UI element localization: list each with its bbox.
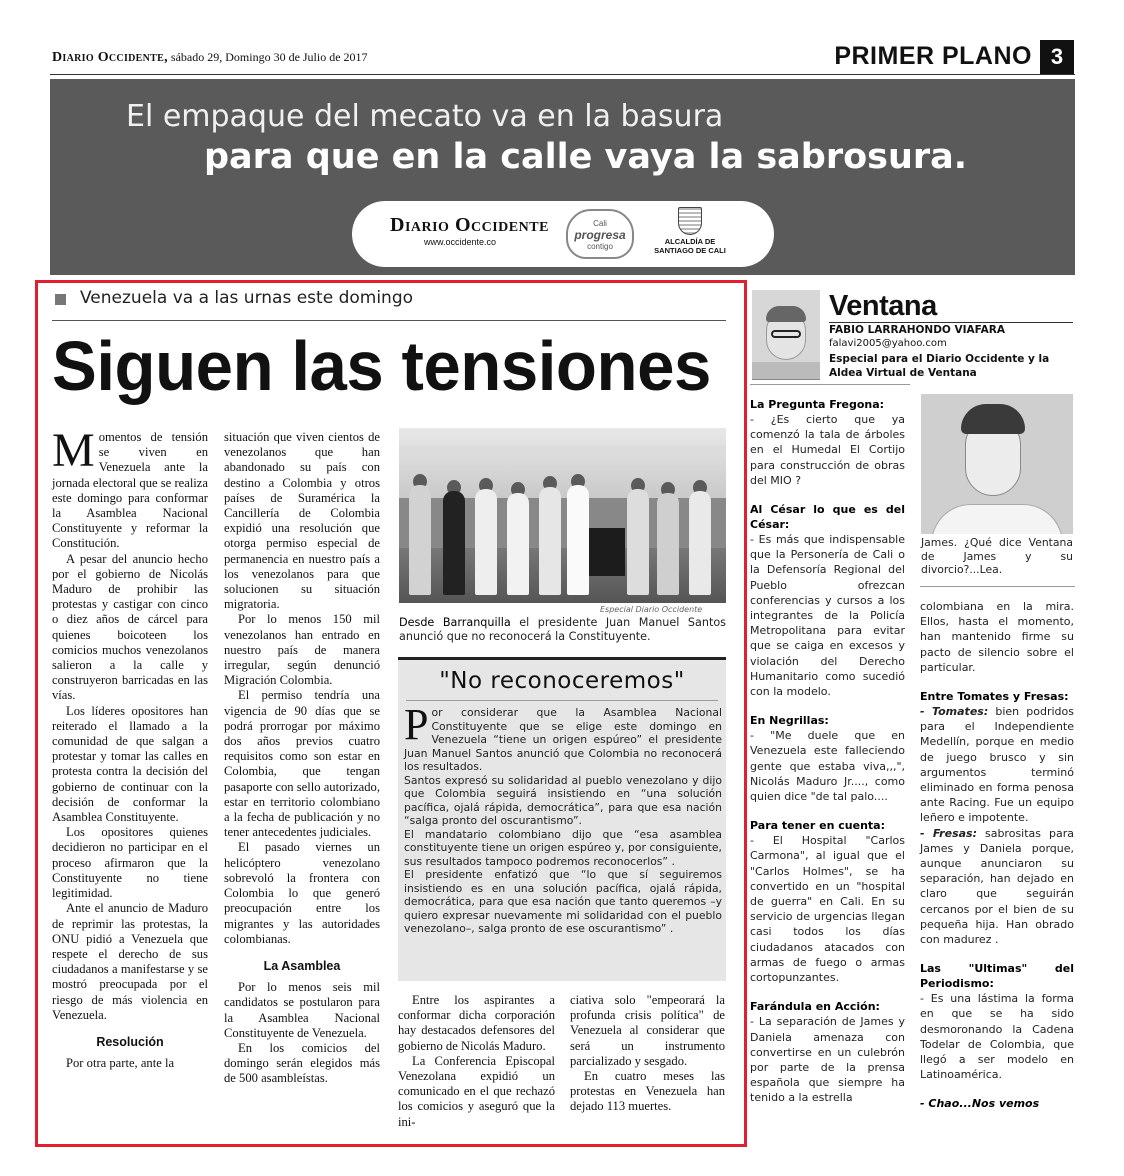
cali-progresa-logo [566, 209, 634, 259]
drop-cap: M [52, 424, 95, 477]
item-heading: Farándula en Acción: [750, 1000, 880, 1014]
paragraph: El pasado viernes un helicóptero venezolano sobrevoló la frontera con Colombia lo que generó preocupación entre los migrantes y las autoridades colombianas. [224, 840, 380, 946]
article-kicker: Venezuela va a las urnas este domingo [80, 288, 414, 308]
paragraph: En cuatro meses las protestas en Venezuela han dejado 113 muertes. [570, 1069, 725, 1114]
paragraph: Santos expresó su solidaridad al pueblo venezolano y dijo que Colombia seguirá insistiendo en “una solución pacífica, ojalá rápida, democrática”, para que esa nación “salga pronto del oscurantismo”. [404, 773, 722, 827]
ventana-column-1 [750, 397, 905, 1106]
paragraph: Por otra parte, ante la [66, 1056, 175, 1071]
paragraph: A pesar del anuncio hecho por el gobierno de Nicolás Maduro de prohibir las protestas y castigar con cinco o diez años de cárcel para quienes boicoteen los comicios muchos venezolanos salieron a la calle y construyeron barricadas en las vías. [52, 551, 208, 703]
paragraph: En los comicios del domingo serán elegidos más de 500 asambleístas. [224, 1040, 380, 1086]
news-photo [399, 428, 726, 603]
item-text: - ¿Es cierto que ya comenzó la tala de árboles en el Humedal El Cortijo para construcción de obras del MIO ? [750, 413, 905, 487]
newspaper-brand: Diario Occidente, [52, 50, 168, 65]
page-number: 3 [1040, 40, 1074, 74]
paragraph: Ante el anuncio de Maduro de reprimir las protestas, la ONU pidió a Venezuela que respete el derecho de sus ciudadanos a manifestarse y se mostró preocupada por el riesgo de más violencia en Venezuela. [52, 901, 208, 1022]
columnist-photo [752, 290, 820, 380]
diario-occidente-logo: Diario Occidente [390, 214, 549, 236]
item-text [920, 826, 1074, 948]
article-column-2 [224, 430, 380, 1087]
caption-text: el presidente Juan Manuel Santos anunció que no reconocerá la Constituyente. [399, 616, 727, 643]
sidebar-box [398, 657, 726, 981]
paragraph: Por lo menos 150 mil venezolanos han entrado en nuestro país de manera irregular, según denunció Migración Colombia. [224, 612, 380, 688]
column-author: FABIO LARRAHONDO VIAFARA [829, 324, 1005, 336]
masthead [52, 50, 368, 66]
cali-progresa-b: progresa [574, 228, 626, 242]
item-body: sabrositas para James y Daniela porque, aunque anunciaron su separación, han dejado en claro que seguirán cercanos por el bien de su pequeña hija. Han obrado con madurez . [920, 826, 1074, 947]
item-heading: Entre Tomates y Fresas: [920, 690, 1069, 704]
column-title-rule [829, 322, 1073, 323]
sidebar-title: "No reconoceremos" [439, 668, 685, 694]
paragraph: or considerar que la Asamblea Nacional Constituyente que se elige este domingo en Venezuela “tiene un origen espúreo” el presidente Juan Manuel Santos anunció que Colombia no reconocerá los resultados. [404, 706, 722, 773]
article-column-4 [570, 993, 725, 1115]
column-email: falavi2005@yahoo.com [829, 338, 947, 349]
photo-caption [399, 616, 726, 644]
cali-progresa-c: contigo [587, 242, 613, 251]
paragraph: situación que viven cientos de venezolanos que han abandonado su país con destino a Colombia y otros países de Suramérica la Cancillería de Colombia expidió una resolución que otorga permiso especial de permanencia en nuestro país a los venezolanos para que solucionen su situación migratoria. [224, 430, 380, 612]
section-title: PRIMER PLANO [834, 42, 1032, 70]
paragraph: La Conferencia Episcopal Venezolana expidió un comunicado en el que rechazó los comicios y aseguró que la ini- [398, 1053, 555, 1129]
subhead-asamblea: La Asamblea [263, 958, 341, 973]
ad-line-1: El empaque del mecato va en la basura [126, 99, 724, 134]
paragraph: Los opositores quienes decidieron no participar en el proceso afirmaron que la Constituyente no tiene legitimidad. [52, 825, 208, 901]
diario-occidente-url: www.occidente.co [424, 237, 497, 247]
paragraph: Entre los aspirantes a conformar dicha corporación hay destacados defensores del gobierno de Nicolás Maduro. [398, 993, 555, 1053]
ad-line-2: para que en la calle vaya la sabrosura. [204, 137, 968, 177]
item-heading: Para tener en cuenta: [750, 819, 885, 833]
square-bullet-icon [55, 294, 66, 305]
item-label: - Tomates: [920, 705, 989, 719]
item-text: - El Hospital "Carlos Carmona", al igual que el "Carlos Holmes", se ha convertido en un "hospital de guerra" en Cali. En su servicio de urgencias llegan casi todos los días ciudadanos atacados con armas de fuego o armas cortopunzantes. [750, 834, 905, 985]
sidebar-body [404, 700, 722, 936]
paragraph: Los líderes opositores han reiterado el llamado a la comunidad de que salgan a protestar y tomar las calles en protesta contra la decisión del gobierno de continuar con la decisión de conformar la Asamblea Constituyente. [52, 703, 208, 825]
paragraph: El permiso tendría una vigencia de 90 días que se podrá prorrogar por máximo dos años previos cuatro requisitos como son estar en Colombia, que tengan pasaporte con sello autorizado, estar en territorio colombiano a la fecha de publicación y no tener antecedentes judiciales. [224, 688, 380, 840]
james-photo [921, 394, 1073, 534]
sponsor-logos [352, 201, 774, 267]
alcaldia-logo-text: ALCALDÍA DE SANTIAGO DE CALI [654, 237, 726, 255]
article-column-1 [52, 424, 208, 1071]
article-column-3 [398, 993, 555, 1130]
item-text [920, 704, 1074, 826]
item-body: bien podridos para el Independiente Medellín, porque en medio de juego brusco y sin argumentos terminó eliminado en forma penosa ante Racing. Fue un equipo leñero e impotente. [920, 705, 1074, 825]
paragraph: ciativa solo "empeorará la profunda crisis política" de Venezuela al considerar que será un instrumento parcializado y sesgado. [570, 993, 725, 1068]
column-rule [750, 384, 910, 385]
paragraph: omentos de tensión se viven en Venezuela ante la jornada electoral que se realiza este domingo para conformar la Asamblea Nacional Constituyente y reformar la Constitución. [52, 430, 208, 551]
item-text: - La separación de James y Daniela amenaza con convertirse en un culebrón por parte de la prensa española que siempre ha tenido a la estrella [750, 1015, 905, 1105]
column-special-note: Especial para el Diario Occidente y la Aldea Virtual de Ventana [829, 353, 1050, 379]
item-text: - "Me duele que en Venezuela este falleciendo gente que estaba viva,,,", Nicolás Maduro Jr...., como quien dice "de tal palo.... [750, 729, 905, 804]
item-text: - Es una lástima la forma en que se ha sido desmoronando la Cadena Todelar de Colombia, que llegó a ser modelo en Latinoamérica. [920, 992, 1074, 1082]
item-label: - Fresas: [920, 826, 977, 840]
podium [589, 528, 625, 576]
article-headline: Siguen las tensiones [52, 327, 711, 405]
item-heading: La Pregunta Fregona: [750, 398, 885, 411]
closing-line: - Chao...Nos vemos [920, 1097, 1040, 1111]
caption-rule [920, 586, 1075, 587]
paragraph: El presidente enfatizó que “lo que sí seguiremos insistiendo es en una solución pacífica, ojalá rápida, democrática, para que esa nación que tanto queremos –y quiero expresar nuevamente mi solidaridad con el pueblo venezolano–, salga pronto de ese oscurantismo” . [404, 868, 722, 935]
column-title: Ventana [829, 290, 937, 322]
photo-credit: Especial Diario Occidente [600, 605, 703, 614]
item-text: - Es más que indispensable que la Personería de Cali o la Defensoría Regional del Pueblo ofrezcan conferencias y cursos a los integrantes de la Policía Metropolitana para evitar que se caiga en excesos y violación del Derecho Humanitario como sucedió con la modelo. [750, 533, 905, 699]
shield-icon [678, 207, 702, 235]
item-text: colombiana en la mira. Ellos, hasta el momento, han mantenido firme su pacto de silencio sobre el particular. [920, 600, 1074, 674]
subhead-resolucion: Resolución [96, 1034, 164, 1049]
item-heading: Las "Ultimas" del Periodismo: [920, 962, 1074, 991]
header-rule [50, 74, 1075, 75]
ventana-column-2 [920, 599, 1074, 1111]
cali-progresa-a: Cali [593, 219, 607, 228]
james-caption: James. ¿Qué dice Ventana de James y su divorcio?...Lea. [921, 536, 1073, 576]
kicker-rule [52, 320, 726, 321]
drop-cap: P [404, 700, 429, 749]
ad-banner [50, 79, 1075, 275]
paragraph: Por lo menos seis mil candidatos se postularon para la Asamblea Nacional Constituyente de Venezuela. [224, 980, 380, 1040]
item-heading: Al César lo que es del César: [750, 503, 905, 532]
caption-lead: Desde Barranquilla [399, 616, 511, 629]
paragraph: El mandatario colombiano dijo que “esa asamblea constituyente tiene un origen espúreo y, por consiguiente, sus resultados tampoco podremos reconocerlos” . [404, 827, 722, 868]
item-heading: En Negrillas: [750, 714, 829, 728]
issue-date: sábado 29, Domingo 30 de Julio de 2017 [170, 50, 368, 64]
sidebar-rule [406, 700, 718, 701]
